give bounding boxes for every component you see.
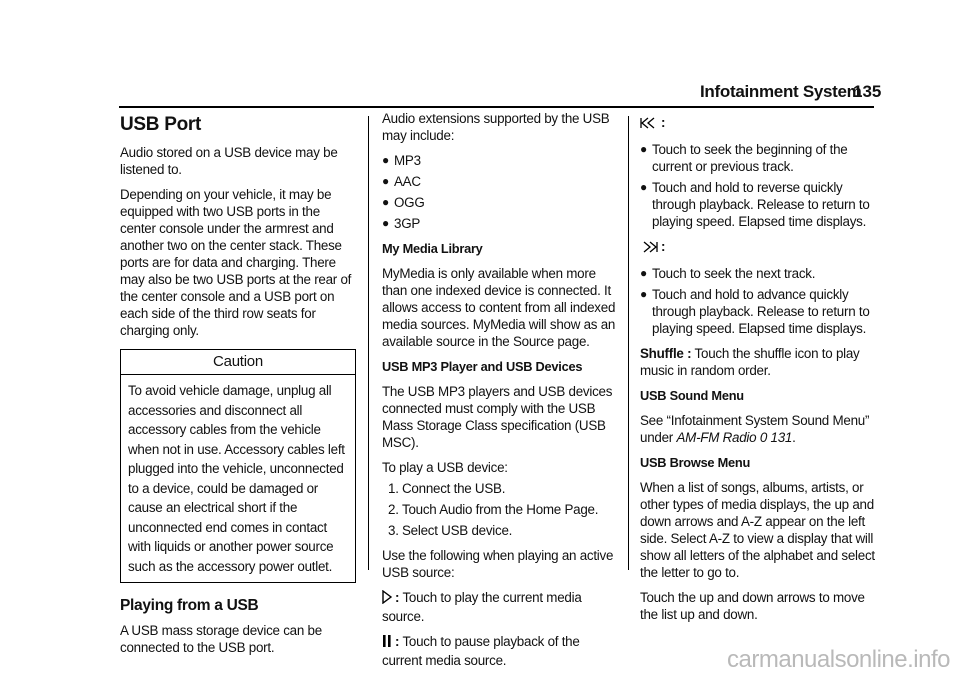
column-3 [640, 110, 876, 631]
bullet-icon: ● [382, 153, 389, 167]
column-divider [368, 116, 369, 570]
page-ref-arrow-icon: 0 [759, 430, 768, 445]
paragraph: Depending on your vehicle, it may be equipped with two USB ports in the center console under the armrest and another two on the center stack. These ports are for data and charging. There may also be two USB ports at the rear of the center console and a USB port on each side of the third row seats for charging only. [120, 187, 352, 338]
pause-icon [382, 634, 392, 652]
shuffle-description: Shuffle : Touch the shuffle icon to play music in random order. [640, 346, 860, 378]
run-in-heading: USB MP3 Player and USB Devices [382, 359, 583, 374]
list-item: ● MP3 [382, 153, 421, 168]
paragraph: See “Infotainment System Sound Menu” under AM-FM Radio 0 131. [640, 413, 870, 445]
paragraph: To play a USB device: [382, 460, 508, 475]
bullet-icon: ● [640, 142, 647, 156]
watermark: carmanualsonline.info [727, 646, 950, 673]
previous-track-list [640, 141, 876, 230]
list-item: ● Touch to seek the next track. [640, 266, 816, 281]
column-2 [382, 110, 616, 677]
column-1 [120, 110, 356, 664]
control-description: : Touch to play the current media source. [382, 590, 582, 624]
run-in-heading: My Media Library [382, 241, 483, 256]
paragraph: A USB mass storage device can be connected to the USB port. [120, 623, 322, 655]
running-header-title: Infotainment System [700, 82, 862, 101]
paragraph: Audio extensions supported by the USB may include: [382, 111, 610, 143]
control-heading: : [640, 238, 876, 257]
run-in-heading: USB Browse Menu [640, 455, 751, 470]
control-heading: : [640, 114, 876, 133]
cross-reference[interactable]: AM-FM Radio [676, 430, 757, 445]
run-in-heading: USB Sound Menu [640, 388, 744, 403]
bullet-icon: ● [382, 174, 389, 188]
paragraph: MyMedia is only available when more than one indexed device is connected. It allows access to content from all indexed media sources. MyMedia will show as an available source in the Source page. [382, 266, 616, 349]
previous-track-icon [640, 116, 658, 133]
bullet-icon: ● [640, 180, 647, 194]
bullet-icon: ● [382, 216, 389, 230]
list-item: 2. Touch Audio from the Home Page. [388, 502, 599, 517]
paragraph: Touch the up and down arrows to move the list up and down. [640, 590, 865, 622]
section-title: USB Port [120, 114, 201, 135]
list-item: ● Touch and hold to reverse quickly through playback. Release to return to playing speed. Elapsed time displays. [640, 180, 870, 229]
next-track-icon [640, 240, 658, 257]
header-rule [119, 106, 874, 108]
list-item: ● Touch and hold to advance quickly through playback. Release to return to playing speed. Elapsed time displays. [640, 287, 870, 336]
list-item: ● OGG [382, 195, 425, 210]
list-item: ● Touch to seek the beginning of the current or previous track. [640, 142, 848, 174]
format-list [382, 152, 616, 232]
subsection-title: Playing from a USB [120, 597, 259, 614]
next-track-list [640, 265, 876, 337]
caution-title: Caution [121, 350, 355, 375]
bullet-icon: ● [382, 195, 389, 209]
page-reference[interactable]: 131 [770, 430, 793, 445]
paragraph: Use the following when playing an active USB source: [382, 548, 614, 580]
control-description: : Touch to pause playback of the current media source. [382, 634, 580, 668]
paragraph: The USB MP3 players and USB devices connected must comply with the USB Mass Storage Class specification (USB MSC). [382, 384, 613, 450]
list-item: 1. Connect the USB. [388, 481, 506, 496]
caution-text: To avoid vehicle damage, unplug all accessories and disconnect all accessory cables from the vehicle when not in use. Accessory cables left plugged into the vehicle, unconnected to a device, could be damaged or cause an electrical short if the unconnected end comes in contact with liquids or another power source such as the accessory power outlet. [128, 383, 345, 574]
list-item: ● AAC [382, 174, 421, 189]
caution-box [120, 349, 356, 583]
list-item: ● 3GP [382, 216, 421, 231]
play-icon [382, 590, 392, 608]
bullet-icon: ● [640, 266, 647, 280]
page-number: 135 [853, 82, 882, 101]
paragraph: Audio stored on a USB device may be listened to. [120, 145, 338, 177]
steps-list [382, 480, 616, 539]
list-item: 3. Select USB device. [388, 523, 513, 538]
paragraph: When a list of songs, albums, artists, or other types of media displays, the up and down arrows and A-Z appear on the left side. Select A-Z to view a display that will show all letters of the alphabet and select the letter to go to. [640, 480, 875, 580]
column-divider [628, 116, 629, 570]
bullet-icon: ● [640, 287, 647, 301]
